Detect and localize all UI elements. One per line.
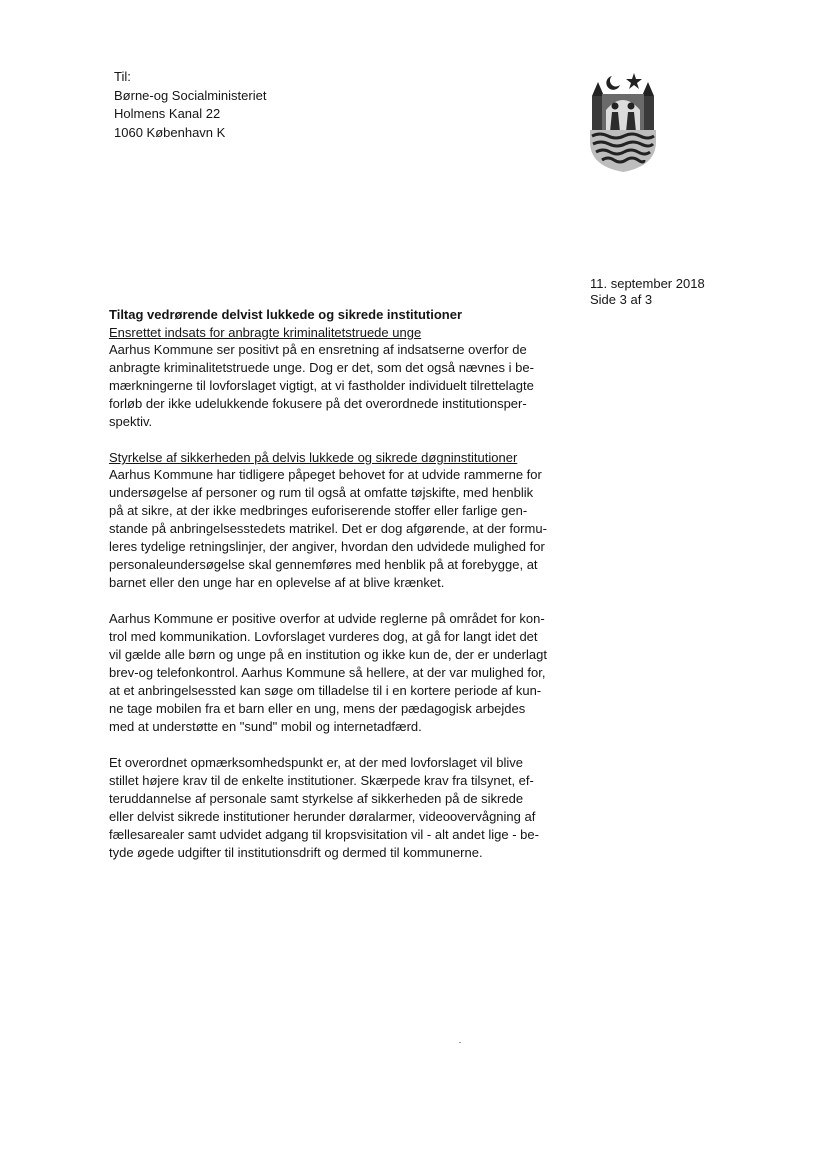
text-line: undersøgelse af personer og rum til også at omfatte tøjskifte, med henblik	[109, 485, 534, 500]
text-line: vil gælde alle børn og unge på en institution og ikke kun de, der er underlagt	[109, 647, 547, 662]
text-line: på at sikre, at der ikke medbringes euforiserende stoffer eller farlige gen-	[109, 503, 528, 518]
text-line: at et anbringelsessted kan søge om tilladelse til i en kortere periode af kun-	[109, 683, 542, 698]
aarhus-coat-of-arms-icon	[582, 70, 664, 174]
text-line: barnet eller den unge har en oplevelse af at blive krænket.	[109, 575, 445, 590]
text-line: leres tydelige retningslinjer, der angiver, hvordan den udvidede mulighed for	[109, 539, 545, 554]
letter-body	[109, 306, 571, 862]
paragraph	[109, 754, 571, 862]
text-line: med at understøtte en "sund" mobil og internetadfærd.	[109, 719, 422, 734]
section-heading: Ensrettet indsats for anbragte kriminalitetstruede unge	[109, 325, 422, 340]
text-line: teruddannelse af personale samt styrkelse af sikkerheden på de sikrede	[109, 791, 524, 806]
letter-date: 11. september 2018	[590, 276, 705, 291]
text-line: stillet højere krav til de enkelte institutioner. Skærpede krav fra tilsynet, ef-	[109, 773, 534, 788]
text-line: tyde øgede udgifter til institutionsdrift og dermed til kommunerne.	[109, 845, 483, 860]
text-line: anbragte kriminalitetstruede unge. Dog er det, som det også nævnes i be-	[109, 360, 534, 375]
text-line: trol med kommunikation. Lovforslaget vurderes dog, at gå for langt idet det	[109, 629, 538, 644]
text-line: forløb der ikke udelukkende fokusere på det overordnede institutionsper-	[109, 396, 527, 411]
document-title: Tiltag vedrørende delvist lukkede og sikrede institutioner	[109, 307, 463, 322]
address-line: Til:	[114, 69, 131, 84]
text-line: brev-og telefonkontrol. Aarhus Kommune så hellere, at der var mulighed for,	[109, 665, 546, 680]
paragraph	[109, 341, 571, 431]
page-number: Side 3 af 3	[590, 292, 653, 307]
scan-speck	[459, 1042, 461, 1043]
text-line: personaleundersøgelse skal gennemføres med henblik på at forebygge, at	[109, 557, 538, 572]
text-line: spektiv.	[109, 414, 153, 429]
address-line: 1060 København K	[114, 124, 226, 140]
recipient-address	[114, 68, 266, 142]
text-line: ne tage mobilen fra et barn eller en ung, mens der pædagogisk arbejdes	[109, 701, 526, 716]
text-line: fællesarealer samt udvidet adgang til kropsvisitation vil - alt andet lige - be-	[109, 827, 539, 842]
paragraph	[109, 466, 571, 592]
text-line: stande på anbringelsesstedets matrikel. Det er dog afgørende, at der formu-	[109, 521, 547, 536]
text-line: Aarhus Kommune har tidligere påpeget behovet for at udvide rammerne for	[109, 467, 542, 482]
letter-meta	[590, 276, 705, 308]
text-line: Aarhus Kommune er positive overfor at udvide reglerne på området for kon-	[109, 611, 545, 626]
paragraph	[109, 610, 571, 736]
section-heading: Styrkelse af sikkerheden på delvis lukkede og sikrede døgninstitutioner	[109, 450, 518, 465]
text-line: Et overordnet opmærksomhedspunkt er, at der med lovforslaget vil blive	[109, 755, 524, 770]
address-line: Børne-og Socialministeriet	[114, 87, 267, 103]
text-line: eller delvist sikrede institutioner herunder døralarmer, videoovervågning af	[109, 809, 536, 824]
text-line: Aarhus Kommune ser positivt på en ensretning af indsatserne overfor de	[109, 342, 527, 357]
address-line: Holmens Kanal 22	[114, 106, 221, 121]
text-line: mærkningerne til lovforslaget vigtigt, at vi fastholder individuelt tilrettelagte	[109, 378, 534, 393]
